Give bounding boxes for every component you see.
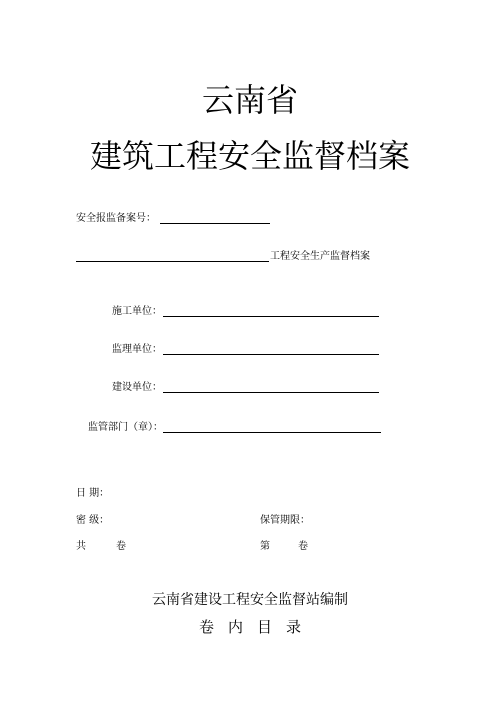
owner-unit-label: 建设单位：	[112, 382, 162, 393]
compiler-line: 云南省建设工程安全监督站编制	[152, 592, 348, 608]
number-label: 第	[260, 541, 270, 552]
date-label: 日 期：	[76, 488, 110, 499]
record-number-line[interactable]	[160, 223, 270, 224]
supervising-dept-line[interactable]	[163, 432, 381, 433]
retention-label: 保管期限：	[260, 515, 310, 526]
construction-unit-line[interactable]	[163, 316, 379, 317]
project-name-line[interactable]	[76, 261, 269, 262]
supervision-unit-line[interactable]	[163, 354, 379, 355]
document-title-line2: 建筑工程安全监督档案	[89, 137, 410, 175]
toc-heading: 卷内目录	[198, 618, 315, 636]
secrecy-label: 密 级：	[76, 515, 110, 526]
construction-unit-label: 施工单位：	[112, 306, 162, 317]
record-number-label: 安全报监备案号：	[76, 213, 156, 224]
document-title-line1: 云南省	[201, 81, 298, 119]
supervising-dept-label: 监管部门（章）：	[88, 422, 163, 433]
number-volume-word: 卷	[298, 541, 308, 552]
total-label: 共	[76, 541, 86, 552]
owner-unit-line[interactable]	[163, 392, 379, 393]
supervision-unit-label: 监理单位：	[112, 344, 162, 355]
archive-suffix: 工程安全生产监督档案	[270, 251, 370, 262]
total-volume-word: 卷	[116, 541, 126, 552]
